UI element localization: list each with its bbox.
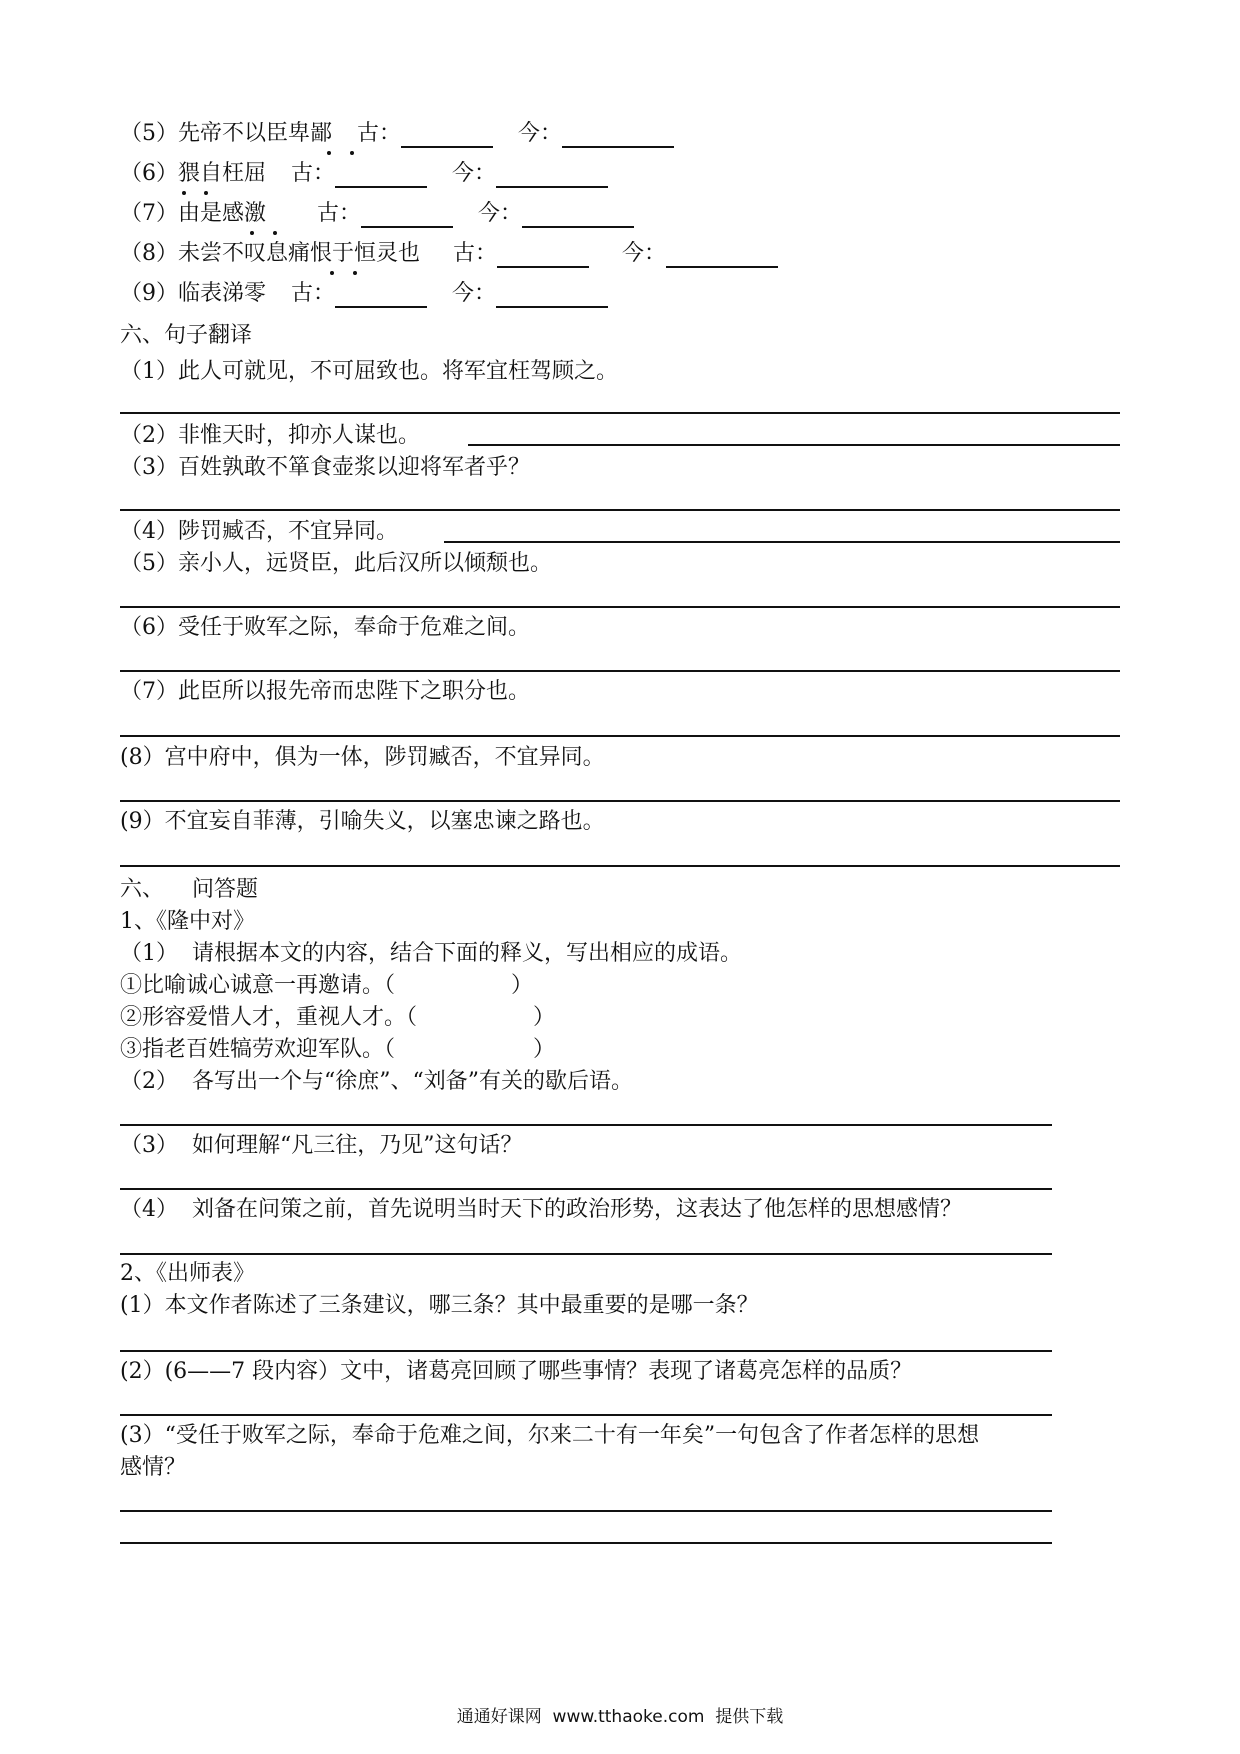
vocab-num: （6） xyxy=(120,161,178,186)
idiom-prompt: ②形容爱惜人才，重视人才。（ xyxy=(120,1005,418,1030)
vocab-gu-blank[interactable] xyxy=(335,164,427,188)
vocab-jin-label: 今： xyxy=(478,201,523,226)
vocab-phrase: 由是感激 xyxy=(178,201,267,226)
vocab-jin-blank[interactable] xyxy=(496,284,608,308)
qa-part1-q4: （4） 刘备在问策之前，首先说明当时天下的政治形势，这表达了他怎样的思想感情？ xyxy=(120,1197,962,1222)
qa-part2-q3-line1: (3）“受任于败军之际，奉命于危难之间，尔来二十有一年矣”一句包含了作者怎样的思想 xyxy=(120,1423,980,1448)
translation-item-8: (8）宫中府中，俱为一体，陟罚臧否，不宜异同。 xyxy=(120,745,605,770)
vocab-gu-label: 古： xyxy=(291,281,336,306)
translation-item-2-text: （2）非惟天时，抑亦人谋也。 xyxy=(120,423,420,448)
translation-item-4 xyxy=(120,518,398,546)
qa-part2-q3-line2: 感情？ xyxy=(120,1455,187,1480)
vocab-jin-blank[interactable] xyxy=(666,244,778,268)
vocab-jin-label: 今： xyxy=(518,121,563,146)
vocab-jin-label: 今： xyxy=(622,241,667,266)
vocab-jin-blank[interactable] xyxy=(496,164,608,188)
idiom-close: ） xyxy=(533,1005,556,1030)
vocab-num: （5） xyxy=(120,121,178,146)
vocab-phrase: 先帝不以臣卑鄙 xyxy=(178,121,333,146)
emphasis-dot xyxy=(250,231,254,235)
vocab-num: （9） xyxy=(120,281,178,306)
qa-part2-q1: (1）本文作者陈述了三条建议，哪三条？其中最重要的是哪一条？ xyxy=(120,1293,759,1318)
vocab-phrase: 未尝不叹息痛恨于恒灵也 xyxy=(178,241,421,266)
qa-part2-title: 2、《出师表》 xyxy=(120,1261,255,1286)
answer-line[interactable] xyxy=(444,541,1120,543)
qa-part2-q2: (2）(6——7 段内容）文中，诸葛亮回顾了哪些事情？表现了诸葛亮怎样的品质？ xyxy=(120,1359,913,1384)
idiom-close: ） xyxy=(533,1037,556,1062)
vocab-gu-blank[interactable] xyxy=(361,204,453,228)
emphasis-dot xyxy=(350,151,354,155)
vocab-jin-blank[interactable] xyxy=(522,204,634,228)
vocab-jin-label: 今： xyxy=(452,281,497,306)
vocab-gu-label: 古： xyxy=(453,241,498,266)
emphasis-dot xyxy=(182,191,186,195)
answer-line[interactable] xyxy=(120,800,1120,802)
answer-line[interactable] xyxy=(120,670,1120,672)
translation-heading: 六、句子翻译 xyxy=(120,323,253,348)
translation-item-6: （6）受任于败军之际，奉命于危难之间。 xyxy=(120,615,530,640)
answer-line[interactable] xyxy=(120,606,1120,608)
answer-line[interactable] xyxy=(120,1542,1052,1544)
answer-line[interactable] xyxy=(120,735,1120,737)
translation-item-9: (9）不宜妄自菲薄，引喻失义，以塞忠谏之路也。 xyxy=(120,809,605,834)
answer-line[interactable] xyxy=(120,1510,1052,1512)
answer-line[interactable] xyxy=(120,1124,1052,1126)
translation-item-3: （3）百姓孰敢不箪食壶浆以迎将军者乎？ xyxy=(120,455,530,480)
idiom-prompt: ①比喻诚心诚意一再邀请。（ xyxy=(120,973,396,998)
vocab-row-8 xyxy=(120,240,778,268)
emphasis-dot xyxy=(353,271,357,275)
qa-part1-title: 1、《隆中对》 xyxy=(120,909,255,934)
idiom-close: ） xyxy=(511,973,534,998)
idiom-prompt: ③指老百姓犒劳欢迎军队。（ xyxy=(120,1037,396,1062)
vocab-gu-blank[interactable] xyxy=(335,284,427,308)
answer-line[interactable] xyxy=(120,865,1120,867)
page-footer: 通通好课网 www.tthaoke.com 提供下载 xyxy=(456,1707,784,1727)
vocab-row-7 xyxy=(120,200,634,228)
translation-item-4-text: （4）陟罚臧否，不宜异同。 xyxy=(120,519,398,544)
qa-part1-q1: （1） 请根据本文的内容，结合下面的释义，写出相应的成语。 xyxy=(120,941,742,966)
idiom-item-2 xyxy=(120,1004,555,1032)
emphasis-dot xyxy=(204,191,208,195)
vocab-num: （7） xyxy=(120,201,178,226)
vocab-num: （8） xyxy=(120,241,178,266)
vocab-row-5 xyxy=(120,120,674,148)
translation-item-5: （5）亲小人，远贤臣，此后汉所以倾颓也。 xyxy=(120,551,552,576)
vocab-gu-label: 古： xyxy=(317,201,362,226)
answer-line[interactable] xyxy=(120,1188,1052,1190)
answer-line[interactable] xyxy=(468,444,1120,446)
answer-line[interactable] xyxy=(120,1414,1052,1416)
answer-line[interactable] xyxy=(120,1350,1052,1352)
qa-part1-q3: （3） 如何理解“凡三往，乃见”这句话？ xyxy=(120,1133,523,1158)
vocab-row-9 xyxy=(120,280,608,308)
qa-part1-q2: （2） 各写出一个与“徐庶”、“刘备”有关的歇后语。 xyxy=(120,1069,633,1094)
vocab-phrase: 猥自枉屈 xyxy=(178,161,267,186)
answer-line[interactable] xyxy=(120,1253,1052,1255)
idiom-item-3 xyxy=(120,1036,555,1064)
vocab-gu-blank[interactable] xyxy=(497,244,589,268)
emphasis-dot xyxy=(330,271,334,275)
qa-heading: 六、 问答题 xyxy=(120,877,258,902)
translation-item-7: （7）此臣所以报先帝而忠陛下之职分也。 xyxy=(120,679,530,704)
vocab-jin-blank[interactable] xyxy=(562,124,674,148)
vocab-phrase: 临表涕零 xyxy=(178,281,267,306)
emphasis-dot xyxy=(327,151,331,155)
answer-line[interactable] xyxy=(120,509,1120,511)
emphasis-dot xyxy=(273,231,277,235)
translation-item-2 xyxy=(120,422,420,450)
vocab-row-6 xyxy=(120,160,608,188)
answer-line[interactable] xyxy=(120,412,1120,414)
translation-item-1: （1）此人可就见，不可屈致也。将军宜枉驾顾之。 xyxy=(120,359,618,384)
vocab-gu-label: 古： xyxy=(357,121,402,146)
vocab-gu-label: 古： xyxy=(291,161,336,186)
idiom-item-1 xyxy=(120,972,533,1000)
vocab-gu-blank[interactable] xyxy=(401,124,493,148)
vocab-jin-label: 今： xyxy=(452,161,497,186)
